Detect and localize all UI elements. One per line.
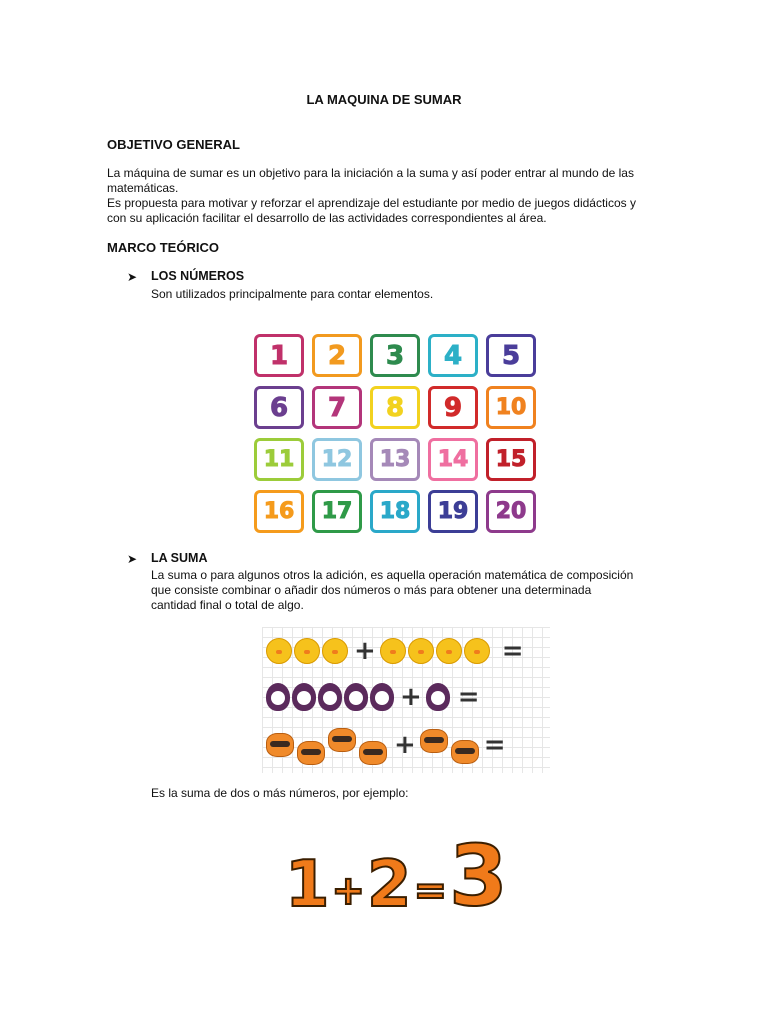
raccoon-icon [359, 741, 387, 765]
plus-sign: + [400, 682, 422, 712]
objetivo-line-3: Es propuesta para motivar y reforzar el aprendizaje del estudiante por medio de juegos didácticos y [107, 196, 636, 210]
penguin-icon [370, 683, 394, 711]
raccoon-icon [297, 741, 325, 765]
number-tile-9: 9 [428, 386, 478, 429]
chick-icon [408, 638, 434, 664]
number-tile-12: 12 [312, 438, 362, 481]
number-tile-19: 19 [428, 490, 478, 533]
raccoon-icon [328, 728, 356, 752]
number-tile-16: 16 [254, 490, 304, 533]
penguin-icon [344, 683, 368, 711]
raccoon-row [266, 725, 510, 765]
penguin-icon [318, 683, 342, 711]
raccoon-icon [451, 740, 479, 764]
objetivo-paragraph [107, 166, 667, 226]
number-tile-17: 17 [312, 490, 362, 533]
number-tile-20: 20 [486, 490, 536, 533]
equals-sign: = [457, 682, 480, 712]
penguin-icon [266, 683, 290, 711]
penguin-row [266, 677, 484, 717]
number-tile-4: 4 [428, 334, 478, 377]
numeros-heading: LOS NÚMEROS [151, 269, 245, 283]
equation-equals: = [413, 868, 448, 914]
number-tile-11: 11 [254, 438, 304, 481]
objetivo-line-2: matemáticas. [107, 181, 179, 195]
plus-sign: + [354, 636, 376, 666]
suma-line-3: cantidad final o total de algo. [151, 598, 304, 612]
number-tile-15: 15 [486, 438, 536, 481]
number-tile-3: 3 [370, 334, 420, 377]
page-title: LA MAQUINA DE SUMAR [306, 92, 462, 107]
raccoon-icon [266, 733, 294, 757]
raccoon-icon [420, 729, 448, 753]
number-tile-5: 5 [486, 334, 536, 377]
penguin-icon [292, 683, 316, 711]
equals-sign: = [501, 636, 524, 666]
number-tile-7: 7 [312, 386, 362, 429]
objetivo-line-4: con su aplicación facilitar el desarrollo de las actividades correspondientes al área. [107, 211, 547, 225]
suma-line-2: que consiste combinar o añadir dos números o más para obtener una determinada [151, 583, 592, 597]
number-tile-18: 18 [370, 490, 420, 533]
chick-icon [436, 638, 462, 664]
number-tile-8: 8 [370, 386, 420, 429]
marco-heading: MARCO TEÓRICO [107, 240, 219, 255]
plus-sign: + [394, 730, 416, 760]
equation-illustration [285, 827, 508, 925]
chick-icon [464, 638, 490, 664]
arrow-bullet-icon: ➤ [127, 270, 138, 284]
number-tile-1: 1 [254, 334, 304, 377]
penguin-icon [426, 683, 450, 711]
suma-heading: LA SUMA [151, 551, 208, 565]
suma-line-1: La suma o para algunos otros la adición, es aquella operación matemática de composición [151, 568, 634, 582]
numeros-text: Son utilizados principalmente para contar elementos. [151, 287, 434, 301]
number-tiles-image [250, 330, 540, 534]
number-tile-14: 14 [428, 438, 478, 481]
chick-icon [380, 638, 406, 664]
number-tile-6: 6 [254, 386, 304, 429]
equals-sign: = [483, 730, 506, 760]
chick-icon [266, 638, 292, 664]
objetivo-line-1: La máquina de sumar es un objetivo para la iniciación a la suma y así poder entrar al mundo de las [107, 166, 634, 180]
arrow-bullet-icon: ➤ [127, 552, 138, 566]
equation-result: 3 [449, 827, 508, 925]
chick-icon [322, 638, 348, 664]
number-tile-10: 10 [486, 386, 536, 429]
chick-row [266, 631, 528, 671]
suma-paragraph [151, 568, 671, 613]
equation-number-one: 1 [285, 848, 330, 922]
equation-plus: + [331, 868, 366, 914]
equation-number-two: 2 [367, 848, 412, 922]
number-tile-13: 13 [370, 438, 420, 481]
number-tile-2: 2 [312, 334, 362, 377]
addition-illustration [262, 627, 550, 773]
objetivo-heading: OBJETIVO GENERAL [107, 137, 240, 152]
chick-icon [294, 638, 320, 664]
example-text: Es la suma de dos o más números, por ejemplo: [151, 786, 409, 800]
